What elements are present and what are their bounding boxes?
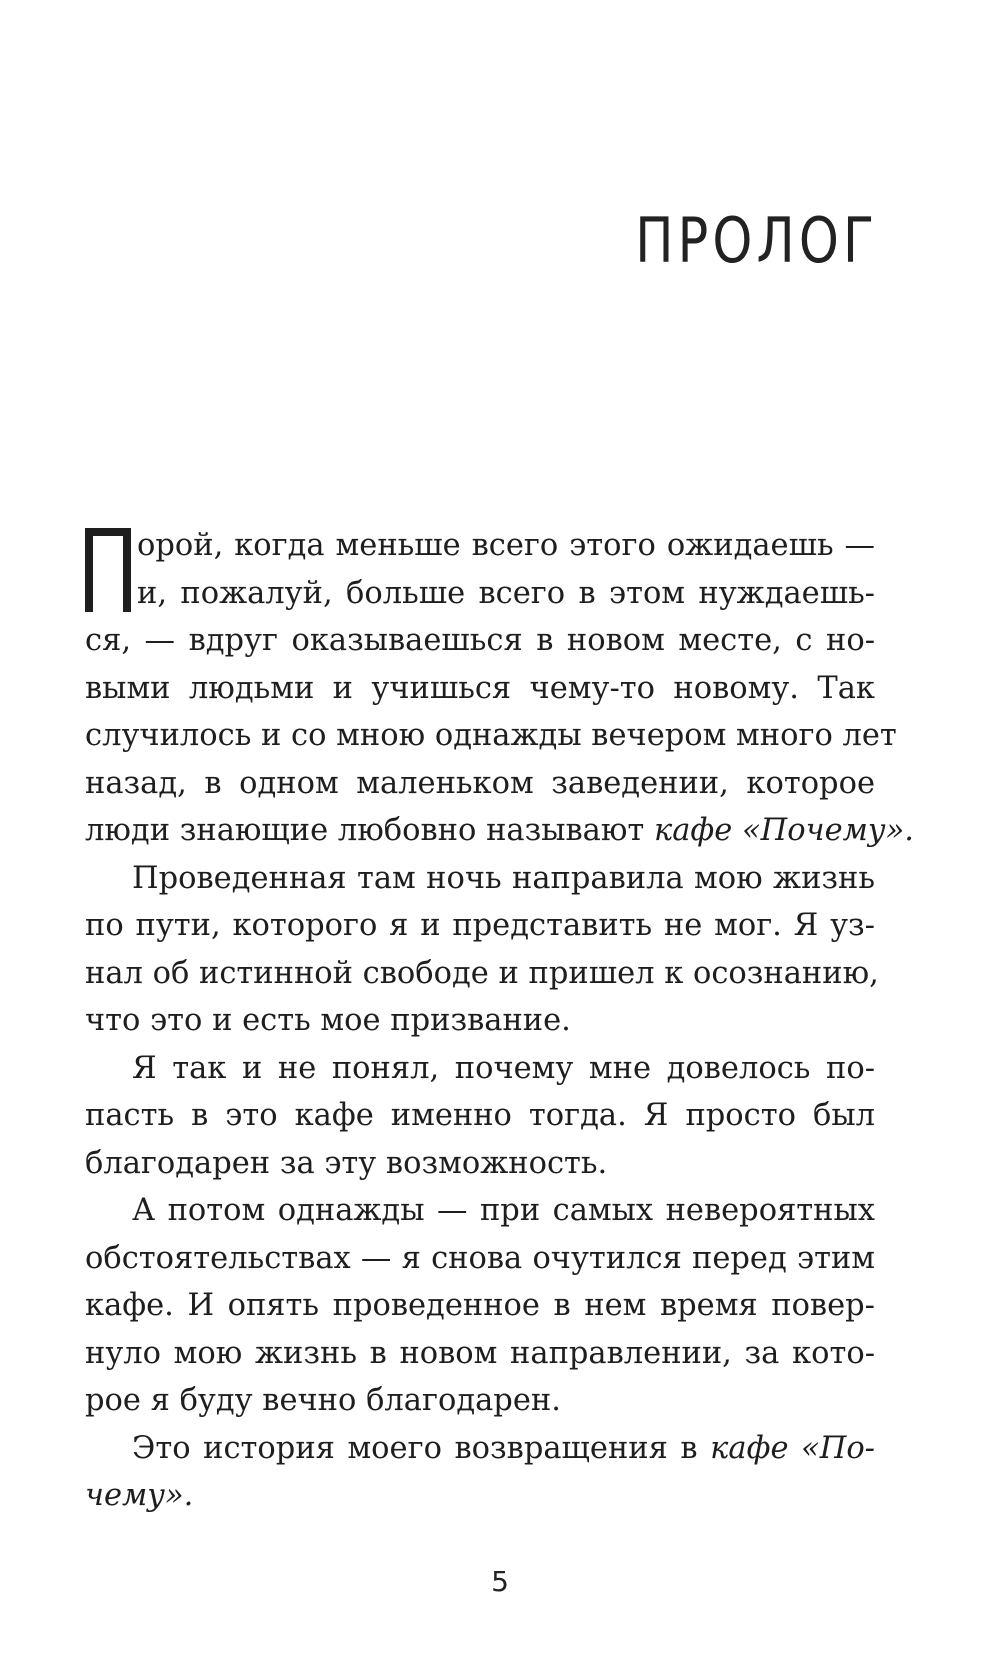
cafe-name-italic: кафе «Почему». <box>653 813 914 848</box>
text-line: обстоятельствах — я снова очутился перед этим <box>85 1240 875 1276</box>
paragraph-4 <box>85 1187 875 1425</box>
text-line: что это и есть мое призвание. <box>85 1003 571 1038</box>
text-line: Это история моего возвращения в кафе «По- <box>132 1430 875 1466</box>
text-line <box>85 1472 875 1520</box>
text-line: и, пожалуй, больше всего в этом нуждаешь- <box>137 575 875 611</box>
text-line: А потом однажды — при самых невероятных <box>132 1193 875 1228</box>
text-line: рое я буду вечно благодарен. <box>85 1383 561 1418</box>
cafe-name-italic: кафе «По- <box>710 1430 875 1466</box>
paragraph-2 <box>85 855 879 1045</box>
text-line: ся, — вдруг оказываешься в новом месте, с но- <box>85 623 875 658</box>
text-line: нал об истинной свободе и пришел к осознанию, <box>85 955 879 991</box>
text-line: люди знающие любовно называют кафе «Почему». <box>85 813 914 848</box>
paragraph-5 <box>85 1425 875 1520</box>
text-line: Проведенная там ночь направила мою жизнь <box>132 860 875 896</box>
text-line: по пути, которого я и представить не мог. Я уз- <box>85 908 875 943</box>
text-line: случилось и со мною однажды вечером много лет <box>85 718 897 753</box>
text-line: выми людьми и учишься чему-то новому. Так <box>85 670 875 706</box>
prologue-text <box>85 522 914 1520</box>
page-number: 5 <box>491 1565 509 1598</box>
text-line: Я так и не понял, почему мне довелось по- <box>132 1050 875 1086</box>
chapter-title: ПРОЛОГ <box>635 204 878 277</box>
cafe-name-italic: чему». <box>85 1478 194 1513</box>
text-line: пасть в это кафе именно тогда. Я просто был <box>85 1098 875 1133</box>
text-line: кафе. И опять проведенное в нем время повер- <box>85 1288 875 1323</box>
text-line: нуло мою жизнь в новом направлении, за кото- <box>85 1335 875 1371</box>
paragraph-1 <box>85 522 914 855</box>
text-line: орой, когда меньше всего этого ожидаешь — <box>137 528 875 563</box>
paragraph-3 <box>85 1045 875 1188</box>
text-line: благодарен за эту возможность. <box>85 1145 608 1181</box>
text-line: назад, в одном маленьком заведении, которое <box>85 765 875 801</box>
